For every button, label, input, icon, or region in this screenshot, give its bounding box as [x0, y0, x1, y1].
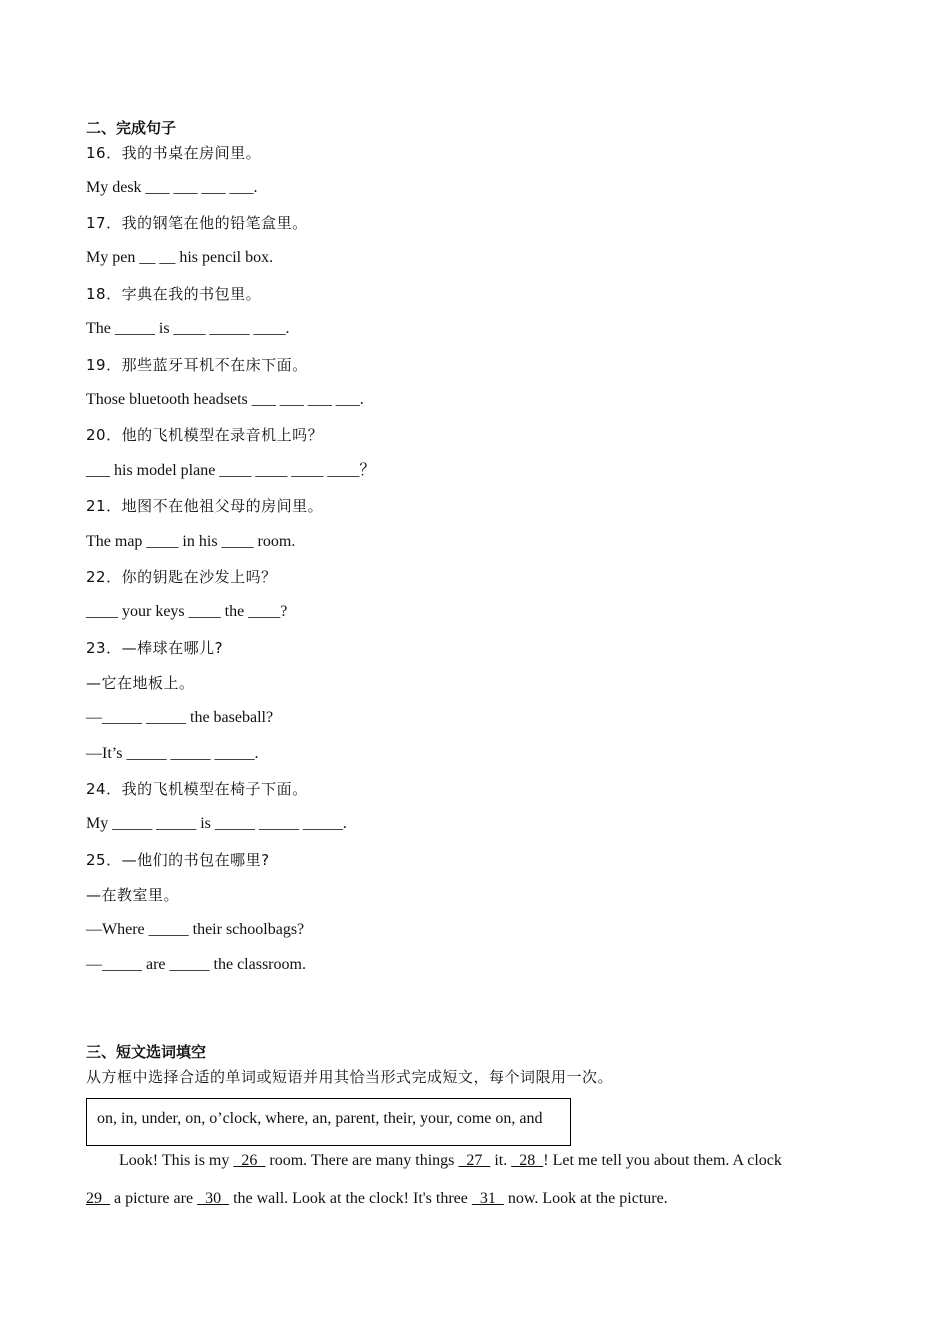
- question-21-english: The map ____ in his ____ room.: [86, 533, 296, 550]
- blank-30[interactable]: 30: [197, 1190, 230, 1207]
- passage-line-1: [119, 1151, 782, 1171]
- question-20-chinese: 20．他的飞机模型在录音机上吗？: [86, 426, 324, 444]
- section2-heading: 二、完成句子: [86, 119, 177, 137]
- question-17-chinese: 17．我的钢笔在他的铅笔盒里。: [86, 214, 308, 232]
- passage-text: a picture are: [110, 1190, 198, 1207]
- passage-line-2: [86, 1189, 668, 1209]
- question-19-chinese: 19．那些蓝牙耳机不在床下面。: [86, 356, 308, 374]
- question-23-english-question: —_____ _____ the baseball?: [86, 709, 274, 726]
- question-25-chinese-answer: —在教室里。: [86, 886, 180, 904]
- blank-29[interactable]: 29: [86, 1190, 110, 1207]
- section3-heading: 三、短文选词填空: [86, 1043, 207, 1061]
- blank-26[interactable]: 26: [233, 1152, 266, 1169]
- passage-text: it.: [490, 1152, 512, 1169]
- passage-text: ! Let me tell you about them. A clock: [543, 1152, 782, 1169]
- word-bank-box: on, in, under, on, o’clock, where, an, parent, their, your, come on, and: [86, 1098, 571, 1146]
- passage-text: now. Look at the picture.: [503, 1190, 668, 1207]
- question-18-english: The _____ is ____ _____ ____.: [86, 320, 290, 337]
- question-24-english: My _____ _____ is _____ _____ _____.: [86, 815, 347, 832]
- question-23-chinese-answer: —它在地板上。: [86, 674, 195, 692]
- question-18-chinese: 18．字典在我的书包里。: [86, 285, 262, 303]
- passage-text: Look! This is my: [119, 1152, 234, 1169]
- question-22-chinese: 22．你的钥匙在沙发上吗？: [86, 568, 277, 586]
- question-20-english: ___ his model plane ____ ____ ____ ____？: [86, 462, 376, 479]
- question-25-english-answer: —_____ are _____ the classroom.: [86, 956, 306, 973]
- blank-27[interactable]: 27: [458, 1152, 491, 1169]
- section3-instruction: 从方框中选择合适的单词或短语并用其恰当形式完成短文，每个词限用一次。: [86, 1068, 614, 1086]
- question-25-chinese: 25．—他们的书包在哪里?: [86, 851, 270, 869]
- question-23-chinese: 23．—棒球在哪儿?: [86, 639, 224, 657]
- blank-28[interactable]: 28: [511, 1152, 544, 1169]
- question-17-english: My pen __ __ his pencil box.: [86, 249, 274, 266]
- passage-text: the wall. Look at the clock! It's three: [229, 1190, 472, 1207]
- passage-text: room. There are many things: [265, 1152, 459, 1169]
- blank-31[interactable]: 31: [471, 1190, 504, 1207]
- question-19-english: Those bluetooth headsets ___ ___ ___ ___.: [86, 391, 364, 408]
- question-22-english: ____ your keys ____ the ____?: [86, 603, 288, 620]
- question-25-english-question: —Where _____ their schoolbags?: [86, 921, 305, 938]
- question-16-english: My desk ___ ___ ___ ___.: [86, 179, 258, 196]
- question-16-chinese: 16．我的书桌在房间里。: [86, 144, 262, 162]
- question-23-english-answer: —It’s _____ _____ _____.: [86, 745, 259, 762]
- question-21-chinese: 21．地图不在他祖父母的房间里。: [86, 497, 324, 515]
- question-24-chinese: 24．我的飞机模型在椅子下面。: [86, 780, 308, 798]
